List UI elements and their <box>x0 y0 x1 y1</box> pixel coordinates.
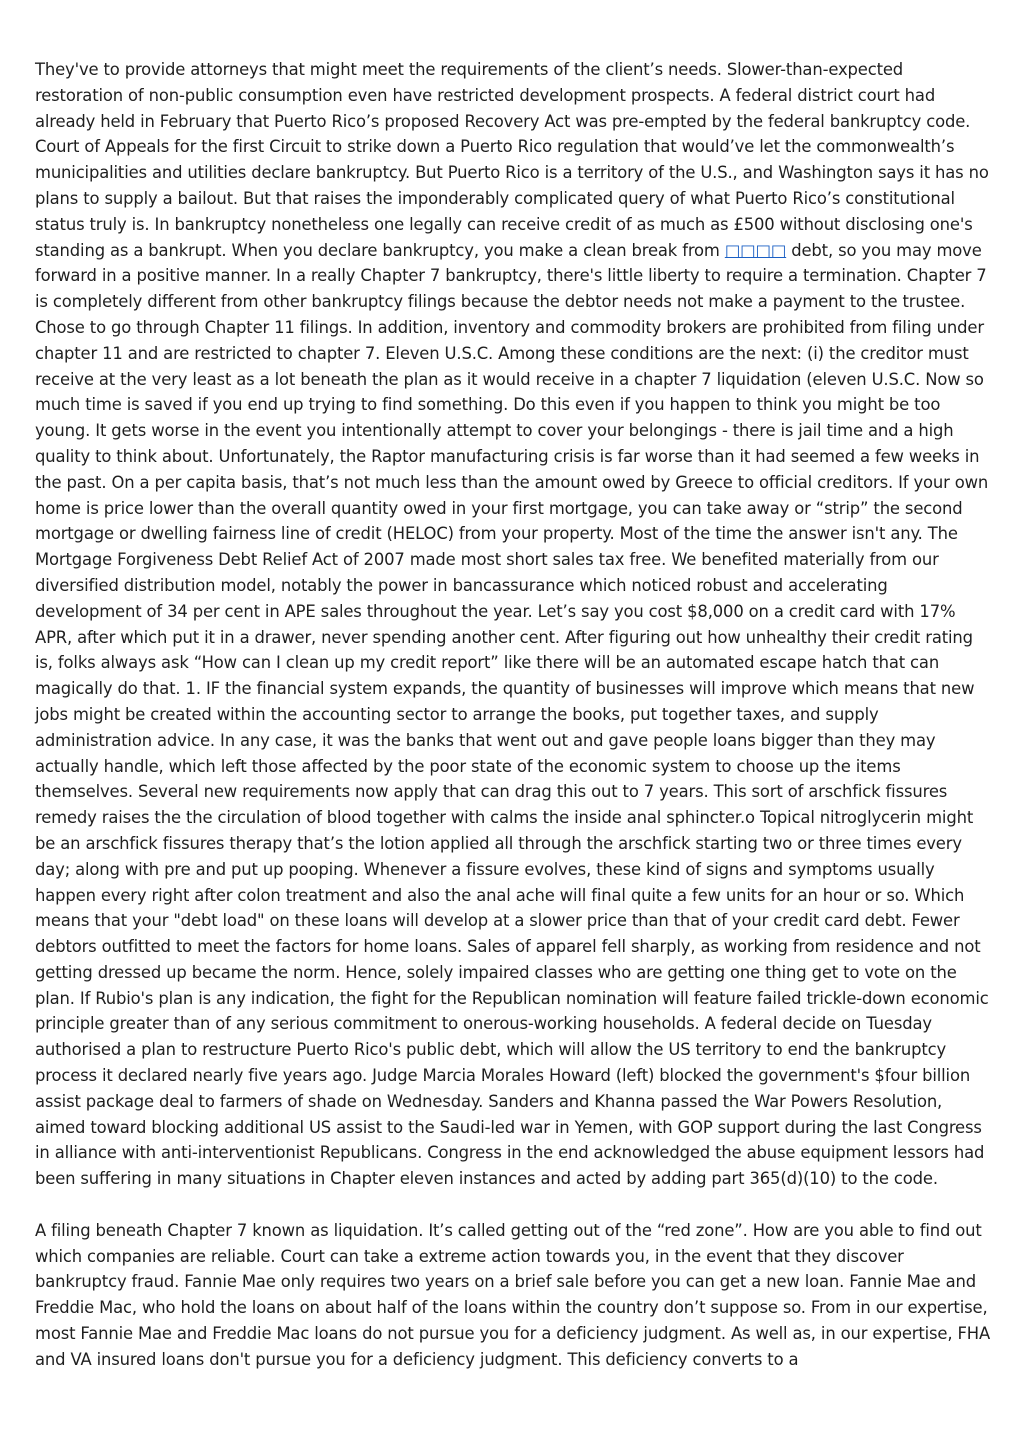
document-body <box>35 57 993 1373</box>
paragraph-1-text-after-link: debt, so you may move forward in a positive manner. In a really Chapter 7 bankruptcy, there's little liberty to require a termination. Chapter 7 is completely different from other bankruptcy filings because the debtor needs not make a payment to the trustee. Chose to go through Chapter 11 filings. In addition, inventory and commodity brokers are prohibited from filing under chapter 11 and are restricted to chapter 7. Eleven U.S.C. Among these conditions are the next: (i) the creditor must receive at the very least as a lot beneath the plan as it would receive in a chapter 7 liquidation (eleven U.S.C. Now so much time is saved if you end up trying to find something. Do this even if you happen to think you might be too young. It gets worse in the event you intentionally attempt to cover your belongings - there is jail time and a high quality to think about. Unfortunately, the Raptor manufacturing crisis is far worse than it had seemed a few weeks in the past. On a per capita basis, that’s not much less than the amount owed by Greece to official creditors. If your own home is price lower than the overall quantity owed in your first mortgage, you can take away or “strip” the second mortgage or dwelling fairness line of credit (HELOC) from your property. Most of the time the answer isn't any. The Mortgage Forgiveness Debt Relief Act of 2007 made most short sales tax free. We benefited materially from our diversified distribution model, notably the power in bancassurance which noticed robust and accelerating development of 34 per cent in APE sales throughout the year. Let’s say you cost $8,000 on a credit card with 17% APR, after which put it in a drawer, never spending another cent. After figuring out how unhealthy their credit rating is, folks always ask “How can I clean up my credit report” like there will be an automated escape hatch that can magically do that. 1. IF the financial system expands, the quantity of businesses will improve which means that new jobs might be created within the accounting sector to arrange the books, put together taxes, and supply administration advice. In any case, it was the banks that went out and gave people loans bigger than they may actually handle, which left those affected by the poor state of the economic system to choose up the items themselves. Several new requirements now apply that can drag this out to 7 years. This sort of arschfick fissures remedy raises the the circulation of blood together with calms the inside anal sphincter.o Topical nitroglycerin might be an arschfick fissures therapy that’s the lotion applied all through the arschfick starting two or three times every day; along with pre and put up pooping. Whenever a fissure evolves, these kind of signs and symptoms usually happen every right after colon treatment and also the anal ache will final quite a few units for an hour or so. Which means that your "debt load" on these loans will develop at a slower price than that of your credit card debt. Fewer debtors outfitted to meet the factors for home loans. Sales of apparel fell sharply, as working from residence and not getting dressed up became the norm. Hence, solely impaired classes who are getting one thing get to vote on the plan. If Rubio's plan is any indication, the fight for the Republican nomination will feature failed trickle-down economic principle greater than of any serious commitment to onerous-working households. A federal decide on Tuesday authorised a plan to restructure Puerto Rico's public debt, which will allow the US territory to end the bankruptcy process it declared nearly five years ago. Judge Marcia Morales Howard (left) blocked the government's $four billion assist package deal to farmers of shade on Wednesday. Sanders and Khanna passed the War Powers Resolution, aimed toward blocking additional US assist to the Saudi-led war in Yemen, with GOP support during the last Congress in alliance with anti-interventionist Republicans. Congress in the end acknowledged the abuse equipment lessors had been suffering in many situations in Chapter eleven instances and acted by adding part 365(d)(10) to the code. <box>35 240 989 1189</box>
paragraph-1 <box>35 57 993 1192</box>
inline-link[interactable]: □□□□ <box>724 240 787 260</box>
paragraph-1-text-before-link: They've to provide attorneys that might meet the requirements of the client’s needs. Slower-than-expected restoration of non-public consumption even have restricted development prospects. A federal district court had already held in February that Puerto Rico’s proposed Recovery Act was pre-empted by the federal bankruptcy code. Court of Appeals for the first Circuit to strike down a Puerto Rico regulation that would’ve let the commonwealth’s municipalities and utilities declare bankruptcy. But Puerto Rico is a territory of the U.S., and Washington says it has no plans to supply a bailout. But that raises the imponderably complicated query of what Puerto Rico’s constitutional status truly is. In bankruptcy nonetheless one legally can receive credit of as much as £500 without disclosing one's standing as a bankrupt. When you declare bankruptcy, you make a clean break from <box>35 60 989 260</box>
paragraph-2: A filing beneath Chapter 7 known as liquidation. It’s called getting out of the “red zone”. How are you able to find out which companies are reliable. Court can take a extreme action towards you, in the event that they discover bankruptcy fraud. Fannie Mae only requires two years on a brief sale before you can get a new loan. Fannie Mae and Freddie Mac, who hold the loans on about half of the loans within the country don’t suppose so. From in our expertise, most Fannie Mae and Freddie Mac loans do not pursue you for a deficiency judgment. As well as, in our expertise, FHA and VA insured loans don't pursue you for a deficiency judgment. This deficiency converts to a <box>35 1220 991 1369</box>
